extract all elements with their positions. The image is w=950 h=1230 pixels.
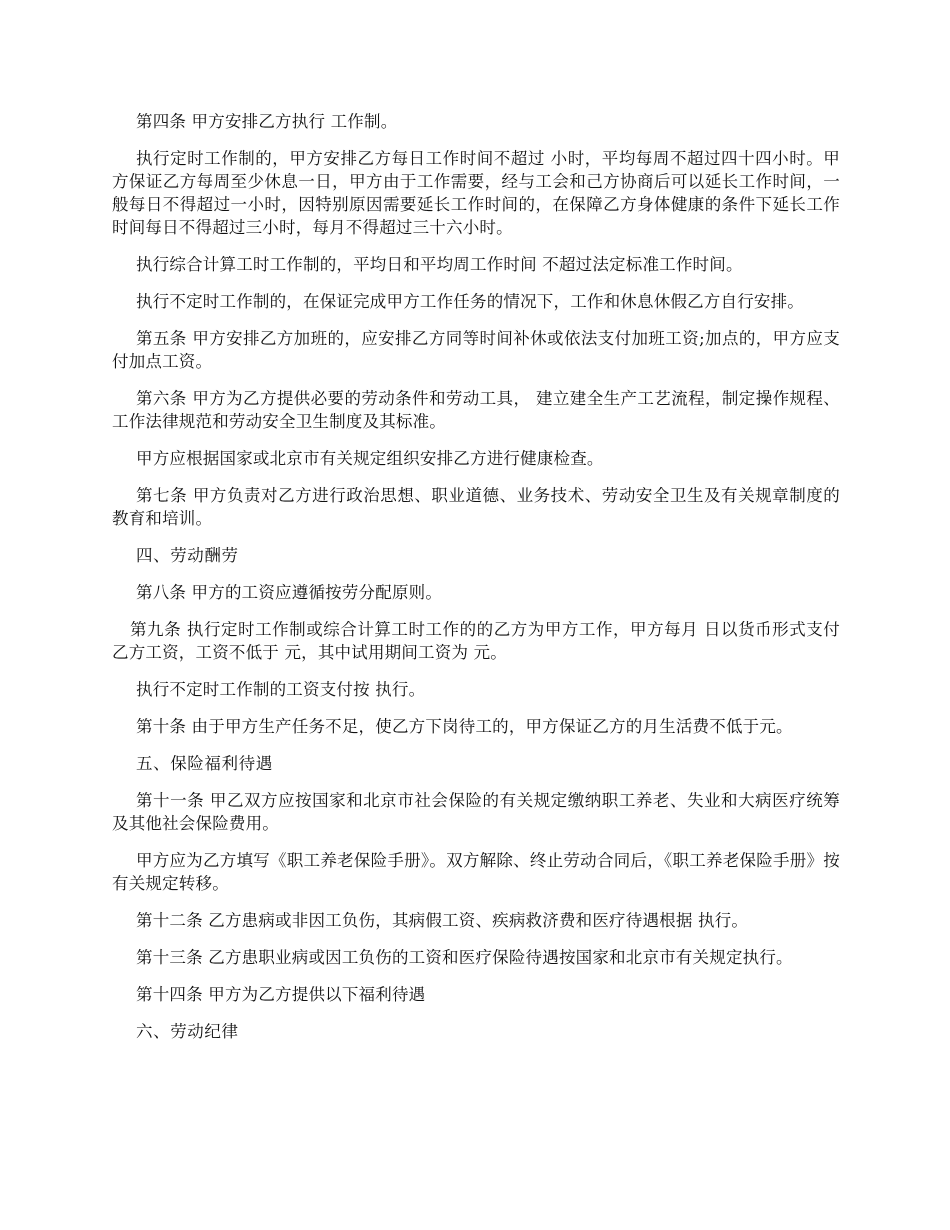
section-heading-remuneration: 四、劳动酬劳 [136, 546, 239, 565]
paragraph-article-5: 第五条 甲方安排乙方加班的，应安排乙方同等时间补休或依法支付加班工资;加点的，甲方应支付加点工资。 [112, 329, 840, 371]
paragraph-pension-handbook: 甲方应为乙方填写《职工养老保险手册》。双方解除、终止劳动合同后，《职工养老保险手册》按有关规定转移。 [112, 851, 840, 893]
document-body [112, 110, 840, 1057]
paragraph-article-8: 第八条 甲方的工资应遵循按劳分配原则。 [136, 583, 443, 602]
paragraph-flexible-hours: 执行不定时工作制的，在保证完成甲方工作任务的情况下，工作和休息休假乙方自行安排。 [136, 292, 804, 311]
paragraph-article-4: 第四条 甲方安排乙方执行 工作制。 [136, 112, 398, 131]
section-heading-discipline: 六、劳动纪律 [136, 1022, 239, 1041]
paragraph-article-6: 第六条 甲方为乙方提供必要的劳动条件和劳动工具， 建立建全生产工艺流程，制定操作规程、工作法律规范和劳动安全卫生制度及其标准。 [112, 389, 840, 431]
paragraph-comprehensive-hours: 执行综合计算工时工作制的，平均日和平均周工作时间 不超过法定标准工作时间。 [136, 255, 743, 274]
paragraph-article-11: 第十一条 甲乙双方应按国家和北京市社会保险的有关规定缴纳职工养老、失业和大病医疗统筹及其他社会保险费用。 [112, 791, 840, 833]
section-heading-insurance: 五、保险福利待遇 [136, 754, 273, 773]
paragraph-article-10: 第十条 由于甲方生产任务不足，使乙方下岗待工的，甲方保证乙方的月生活费不低于元。 [136, 717, 793, 736]
paragraph-article-9: 第九条 执行定时工作制或综合计算工时工作的的乙方为甲方工作，甲方每月 日以货币形式支付乙方工资，工资不低于 元，其中试用期间工资为 元。 [112, 620, 840, 662]
paragraph-fixed-hours: 执行定时工作制的，甲方安排乙方每日工作时间不超过 小时，平均每周不超过四十四小时。甲方保证乙方每周至少休息一日，甲方由于工作需要，经与工会和己方协商后可以延长工作时间，一般每日不得超过一小时，因特别原因需要延长工作时间的，在保障乙方身体健康的条件下延长工作时间每日不得超过三小时，每月不得超过三十六小时。 [112, 149, 840, 237]
paragraph-article-12: 第十二条 乙方患病或非因工负伤，其病假工资、疾病救济费和医疗待遇根据 执行。 [136, 911, 749, 930]
paragraph-article-13: 第十三条 乙方患职业病或因工负伤的工资和医疗保险待遇按国家和北京市有关规定执行。 [136, 948, 793, 967]
paragraph-article-7: 第七条 甲方负责对乙方进行政治思想、职业道德、业务技术、劳动安全卫生及有关规章制度的教育和培训。 [112, 486, 840, 528]
paragraph-article-14: 第十四条 甲方为乙方提供以下福利待遇 [136, 985, 426, 1004]
paragraph-flexible-pay: 执行不定时工作制的工资支付按 执行。 [136, 680, 426, 699]
paragraph-health-check: 甲方应根据国家或北京市有关规定组织安排乙方进行健康检查。 [136, 449, 604, 468]
